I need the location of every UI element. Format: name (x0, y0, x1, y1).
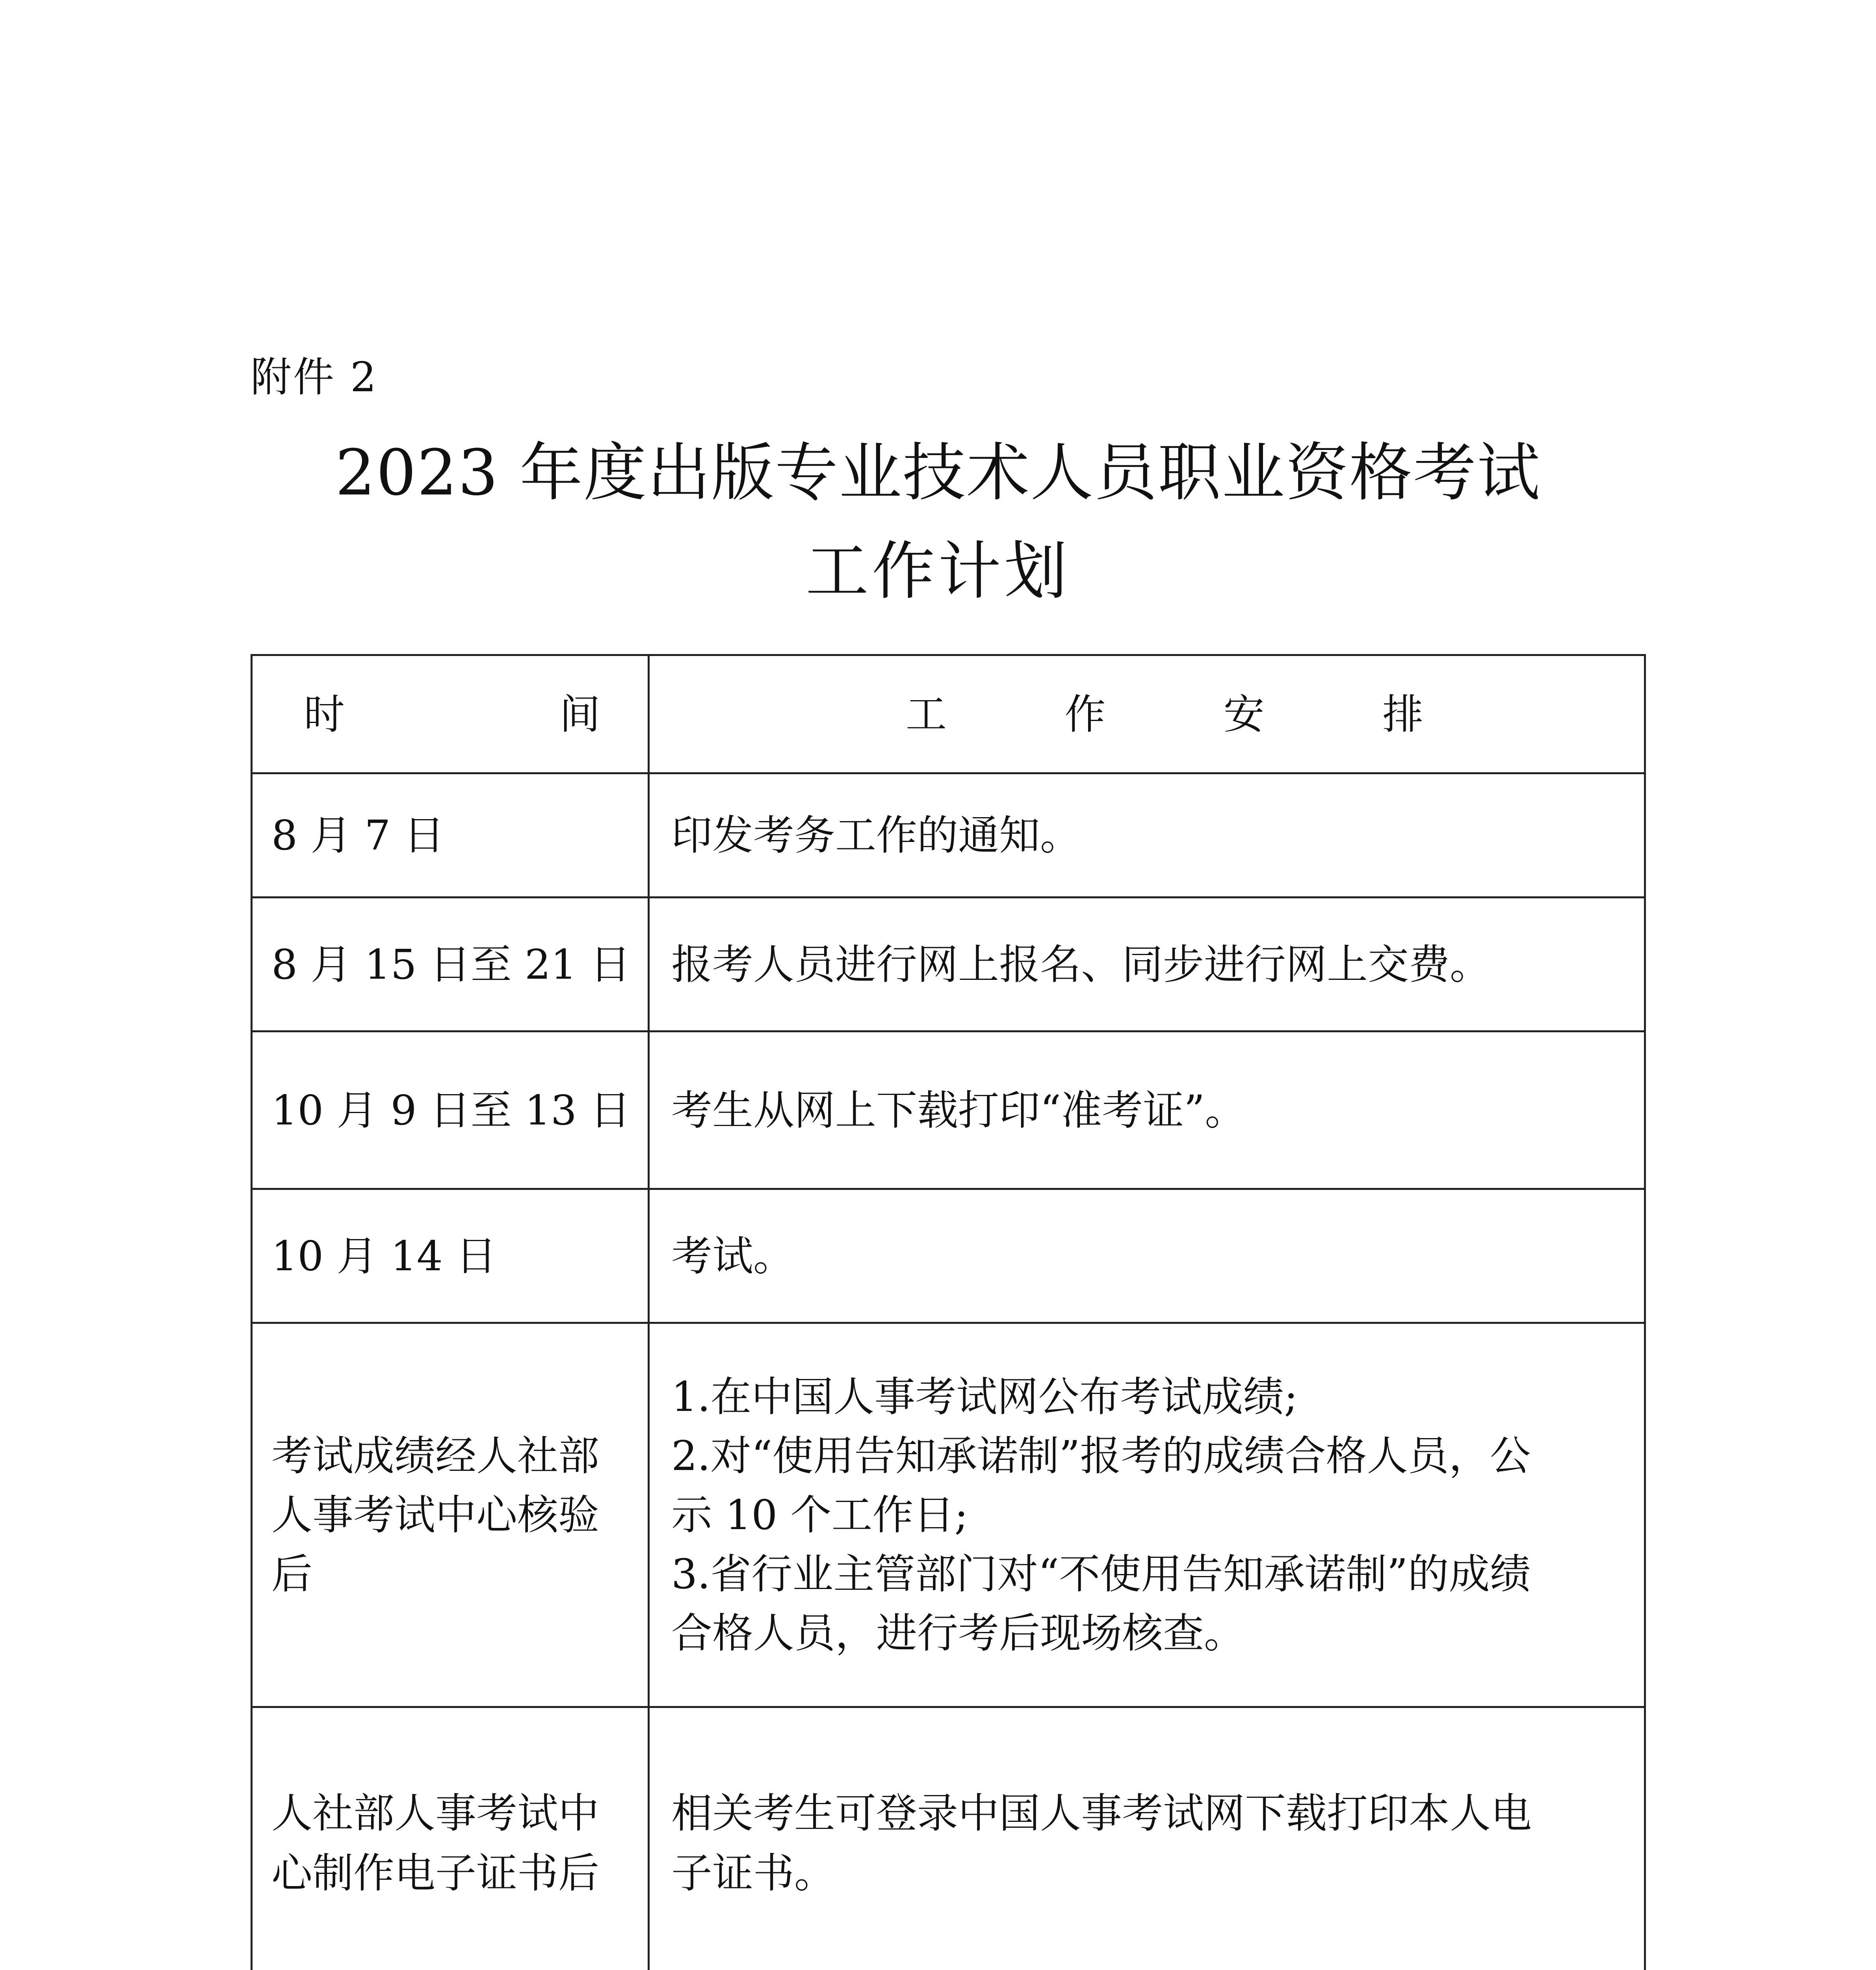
table-row (252, 1189, 1645, 1323)
table-row (252, 1707, 1645, 1970)
time-cell (252, 773, 649, 898)
work-cell (649, 1189, 1645, 1323)
work-text: 示 10 个工作日; (671, 1491, 968, 1539)
work-text: 报考人员进行网上报名、同步进行网上交费。 (671, 940, 1491, 989)
time-text: 后 (271, 1550, 313, 1598)
table-row (252, 898, 1645, 1031)
header-time (252, 655, 649, 773)
header-work-char: 作 (1064, 690, 1106, 738)
header-work-char: 工 (906, 690, 947, 738)
work-text: 子证书。 (671, 1849, 836, 1897)
work-cell (649, 898, 1645, 1031)
time-cell (252, 898, 649, 1031)
document-title: 2023 年度出版专业技术人员职业资格考试 (335, 436, 1541, 509)
work-plan-table (251, 654, 1646, 1970)
time-cell (252, 1707, 649, 1970)
work-cell (649, 1707, 1645, 1970)
time-text: 考试成绩经人社部 (271, 1432, 600, 1480)
work-text: 考试。 (671, 1232, 795, 1280)
work-cell (649, 773, 1645, 898)
header-work-char: 安 (1223, 690, 1265, 738)
time-cell (252, 1189, 649, 1323)
table-row (252, 1323, 1645, 1707)
work-text: 1.在中国人事考试网公布考试成绩; (671, 1373, 1298, 1421)
work-cell (649, 1031, 1645, 1189)
table-header-row (252, 655, 1645, 773)
time-text: 8 月 15 日至 21 日 (271, 940, 631, 989)
attachment-label: 附件 2 (251, 353, 378, 401)
time-text: 10 月 14 日 (271, 1232, 497, 1280)
header-work-arrangement (649, 655, 1645, 773)
header-time-char: 间 (559, 690, 600, 738)
time-text: 心制作电子证书后 (271, 1849, 600, 1897)
work-text: 印发考务工作的通知。 (671, 811, 1081, 859)
work-text: 合格人员，进行考后现场核查。 (671, 1609, 1245, 1657)
table-row (252, 1031, 1645, 1189)
table-row (252, 773, 1645, 898)
work-text: 3.省行业主管部门对“不使用告知承诺制”的成绩 (671, 1550, 1531, 1598)
work-text: 考生从网上下载打印“准考证”。 (671, 1086, 1246, 1134)
time-text: 人社部人事考试中 (271, 1789, 600, 1837)
time-cell (252, 1031, 649, 1189)
document-subtitle: 工作计划 (805, 534, 1070, 608)
work-text: 相关考生可登录中国人事考试网下载打印本人电 (671, 1789, 1532, 1837)
time-text: 10 月 9 日至 13 日 (271, 1086, 631, 1134)
time-text: 8 月 7 日 (271, 811, 445, 859)
time-cell (252, 1323, 649, 1707)
header-work-char: 排 (1382, 690, 1423, 738)
time-text: 人事考试中心核验 (271, 1491, 600, 1539)
header-time-char: 时 (304, 690, 345, 738)
work-text: 2.对“使用告知承诺制”报考的成绩合格人员，公 (671, 1432, 1531, 1480)
work-cell (649, 1323, 1645, 1707)
